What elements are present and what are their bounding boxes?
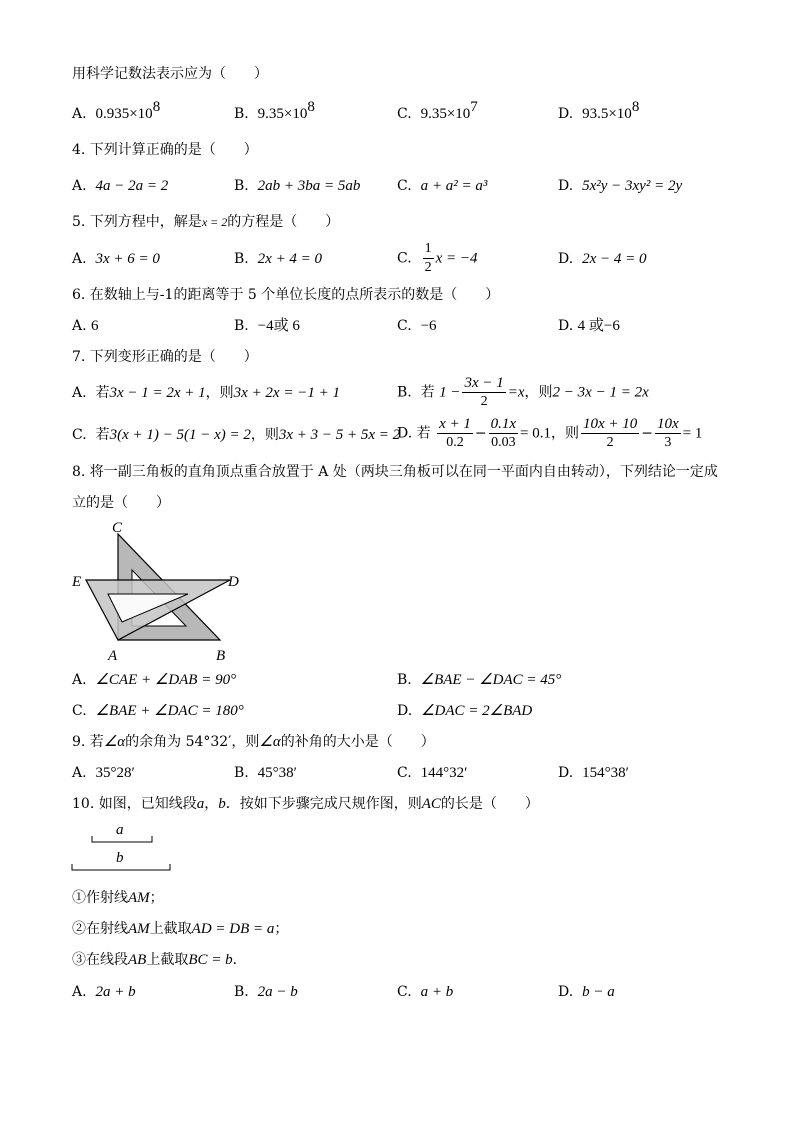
q5-option-a: A. 3x + 6 = 0 — [72, 251, 160, 267]
label-b: B — [216, 648, 226, 664]
segment-a-label: a — [116, 822, 124, 838]
q7-option-c: C. 若3(x + 1) − 5(1 − x) = 2，则3x + 3 − 5 + 5x = 2 — [72, 427, 401, 443]
q4-option-c: C. a + a² = a³ — [397, 178, 488, 194]
segment-b-label: b — [116, 850, 124, 866]
q5-option-b: B. 2x + 4 = 0 — [234, 251, 323, 267]
q9-option-c: C. 144°32′ — [397, 765, 468, 781]
q3-option-d: D. $93.5\times 10^8$ — [558, 99, 640, 122]
q9-option-a: A. 35°28′ — [72, 765, 135, 781]
q3-option-a: A. $0.935\times 10^8$ — [72, 99, 161, 122]
label-c: C — [112, 520, 123, 536]
q8-option-c: C. ∠BAE + ∠DAC = 180° — [72, 703, 244, 719]
q10-option-a: A. 2a + b — [72, 984, 136, 1000]
q8-option-d: D. ∠DAC = 2∠BAD — [397, 703, 533, 719]
q7-option-b: B. 若 1 − $\frac{3x - 1}{2}$ =x，则2 − 3x − 1 = 2x — [397, 375, 649, 409]
q8-triangle-figure — [70, 518, 250, 668]
label-a: A — [108, 648, 118, 664]
q3-option-b: B. $9.35\times 10^8$ — [234, 99, 315, 122]
q10-segments-figure — [70, 820, 180, 876]
q7-option-a: A. 若3x − 1 = 2x + 1，则3x + 2x = −1 + 1 — [72, 385, 340, 401]
q10-option-b: B. 2a − b — [234, 984, 298, 1000]
q3-stem: 用科学记数法表示应为（ ） — [72, 66, 268, 82]
q9-option-b: B. 45°38′ — [234, 765, 297, 781]
q9-option-d: D. 154°38′ — [558, 765, 629, 781]
q6-option-b: B. −4或 6 — [234, 318, 300, 334]
q10-step3: ③在线段AB上截取BC = b． — [72, 952, 247, 968]
label-d: D — [228, 574, 239, 590]
q4-option-b: B. 2ab + 3ba = 5ab — [234, 178, 361, 194]
q7-option-d: D. 若 $\frac{x + 1}{0.2}$ − $\frac{0.1x}{0.03}$ = 0.1，则 $\frac{10x + 10}{2}$ − $\frac{10x}{3}$ = 1 — [397, 416, 703, 450]
q7-stem: 7. 下列变形正确的是（ ） — [72, 349, 258, 365]
q10-step1: ①作射线AM； — [72, 890, 164, 906]
q4-option-a: A. 4a − 2a = 2 — [72, 178, 169, 194]
q6-option-a: A. 6 — [72, 318, 99, 334]
q6-option-c: C. −6 — [397, 318, 437, 334]
q4-option-d: D. 5x²y − 3xy² = 2y — [558, 178, 683, 194]
q5-option-d: D. 2x − 4 = 0 — [558, 251, 647, 267]
q10-option-c: C. a + b — [397, 984, 454, 1000]
q9-stem: 9. 若∠α的余角为 54°32′，则∠α的补角的大小是（ ） — [72, 734, 435, 750]
q8-stem-line2: 立的是（ ） — [72, 495, 170, 511]
q8-option-b: B. ∠BAE − ∠DAC = 45° — [397, 672, 562, 688]
q6-option-d: D. 4 或−6 — [558, 318, 620, 334]
q10-step2: ②在射线AM上截取AD = DB = a； — [72, 921, 289, 937]
q10-stem: 10. 如图，已知线段a，b．按如下步骤完成尺规作图，则AC的长是（ ） — [72, 796, 539, 812]
q3-option-c: C. $9.35\times 10^7$ — [397, 99, 478, 122]
q10-option-d: D. b − a — [558, 984, 615, 1000]
q8-stem-line1: 8. 将一副三角板的直角顶点重合放置于 A 处（两块三角板可以在同一平面内自由转动），下列结论一定成 — [72, 464, 718, 480]
q4-stem: 4. 下列计算正确的是（ ） — [72, 142, 258, 158]
q5-option-c: C. $\frac{1}{2}$ x = −4 — [397, 241, 478, 275]
q6-stem: 6. 在数轴上与-1的距离等于 5 个单位长度的点所表示的数是（ ） — [72, 287, 500, 303]
label-e: E — [72, 574, 82, 590]
q5-stem: 5. 下列方程中，解是x = 2的方程是（ ） — [72, 214, 340, 230]
q8-option-a: A. ∠CAE + ∠DAB = 90° — [72, 672, 237, 688]
